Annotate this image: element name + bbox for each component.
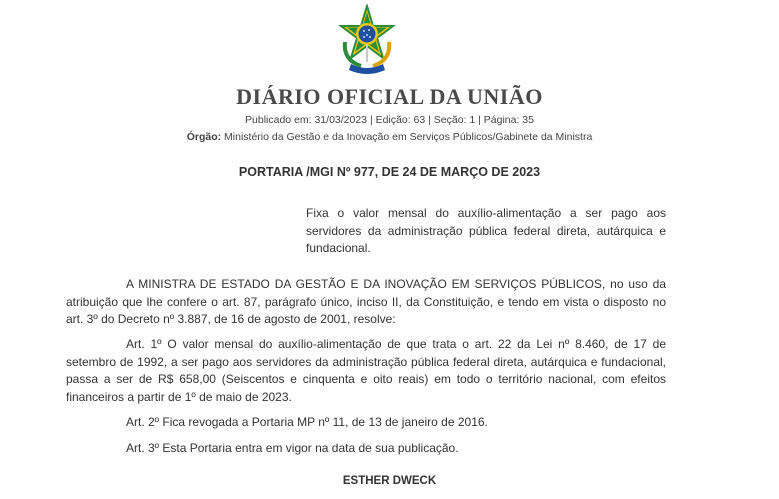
preamble-paragraph: A MINISTRA DE ESTADO DA GESTÃO E DA INOVAÇÃO EM SERVIÇOS PÚBLICOS, no uso da atribuição que lhe confere o art. 87, parágrafo único, inciso II, da Constituição, e tendo em vista o disposto no art. 3º do Decreto nº 3.887, de 16 de agosto de 2001, resolve: [66, 277, 666, 326]
signature: ESTHER DWECK [342, 475, 437, 487]
publication-info: Publicado em: 31/03/2023 | Edição: 63 | Seção: 1 | Página: 35 [245, 114, 534, 126]
article-3-paragraph: Art. 3º Esta Portaria entra em vigor na data de sua publicação. [126, 441, 459, 455]
orgao-line [0, 131, 779, 143]
article-2-paragraph: Art. 2º Fica revogada a Portaria MP nº 11, de 13 de janeiro de 2016. [126, 415, 488, 429]
orgao-label: Órgão: [186, 131, 222, 143]
brazil-coat-of-arms-icon [331, 4, 403, 76]
portaria-title: PORTARIA /MGI Nº 977, DE 24 DE MARÇO DE 2023 [238, 165, 541, 179]
ementa: Fixa o valor mensal do auxílio-alimentação a ser pago aos servidores da administração pública federal direta, autárquica e fundacional. [306, 206, 666, 255]
gazette-title: DIÁRIO OFICIAL DA UNIÃO [236, 84, 543, 109]
orgao-value: Ministério da Gestão e da Inovação em Serviços Públicos/Gabinete da Ministra [224, 131, 593, 143]
article-1-paragraph: Art. 1º O valor mensal do auxílio-alimentação de que trata o art. 22 da Lei nº 8.460, de 17 de setembro de 1992, a ser pago aos servidores da administração pública federal direta, autárquica e fundacional, passa a ser de R$ 658,00 (Seiscentos e cinquenta e oito reais) em todo o território nacional, com efeitos financeiros a partir de 1º de maio de 2023. [66, 337, 666, 404]
